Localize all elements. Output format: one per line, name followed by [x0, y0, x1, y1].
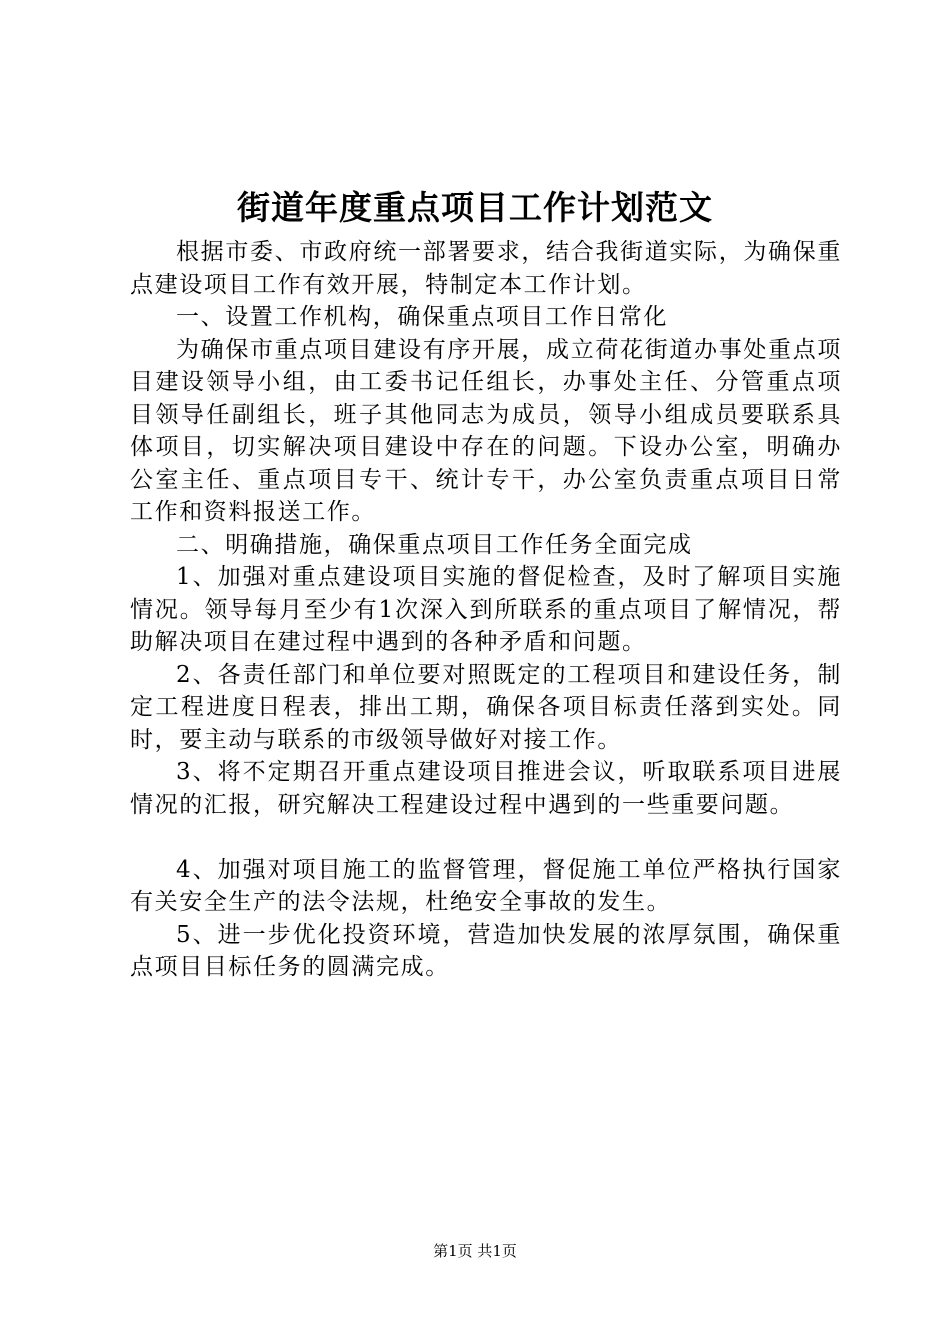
paragraph-item-3: 3、将不定期召开重点建设项目推进会议，听取联系项目进展情况的汇报，研究解决工程建设过程中遇到的一些重要问题。	[130, 759, 842, 818]
paragraph-intro: 根据市委、市政府统一部署要求，结合我街道实际，为确保重点建设项目工作有效开展，特制定本工作计划。	[130, 239, 842, 298]
paragraph-section-1: 为确保市重点项目建设有序开展，成立荷花街道办事处重点项目建设领导小组，由工委书记任组长，办事处主任、分管重点项目领导任副组长，班子其他同志为成员，领导小组成员要联系具体项目，切实解决项目建设中存在的问题。下设办公室，明确办公室主任、重点项目专干、统计专干，办公室负责重点项目日常工作和资料报送工作。	[130, 336, 842, 525]
document-title: 街道年度重点项目工作计划范文	[237, 188, 713, 227]
page-footer: 第1页 共1页	[433, 1242, 517, 1260]
paragraph-item-2: 2、各责任部门和单位要对照既定的工程项目和建设任务，制定工程进度日程表，排出工期，确保各项目标责任落到实处。同时，要主动与联系的市级领导做好对接工作。	[130, 661, 842, 753]
paragraph-item-1: 1、加强对重点建设项目实施的督促检查，及时了解项目实施情况。领导每月至少有1次深入到所联系的重点项目了解情况，帮助解决项目在建过程中遇到的各种矛盾和问题。	[130, 564, 842, 655]
paragraph-item-5: 5、进一步优化投资环境，营造加快发展的浓厚氛围，确保重点项目目标任务的圆满完成。	[130, 921, 842, 980]
heading-section-1: 一、设置工作机构，确保重点项目工作日常化	[176, 304, 668, 330]
heading-section-2: 二、明确措施，确保重点项目工作任务全面完成	[176, 531, 693, 558]
paragraph-item-4: 4、加强对项目施工的监督管理，督促施工单位严格执行国家有关安全生产的法令法规，杜绝安全事故的发生。	[130, 856, 842, 915]
document-body	[130, 236, 842, 984]
